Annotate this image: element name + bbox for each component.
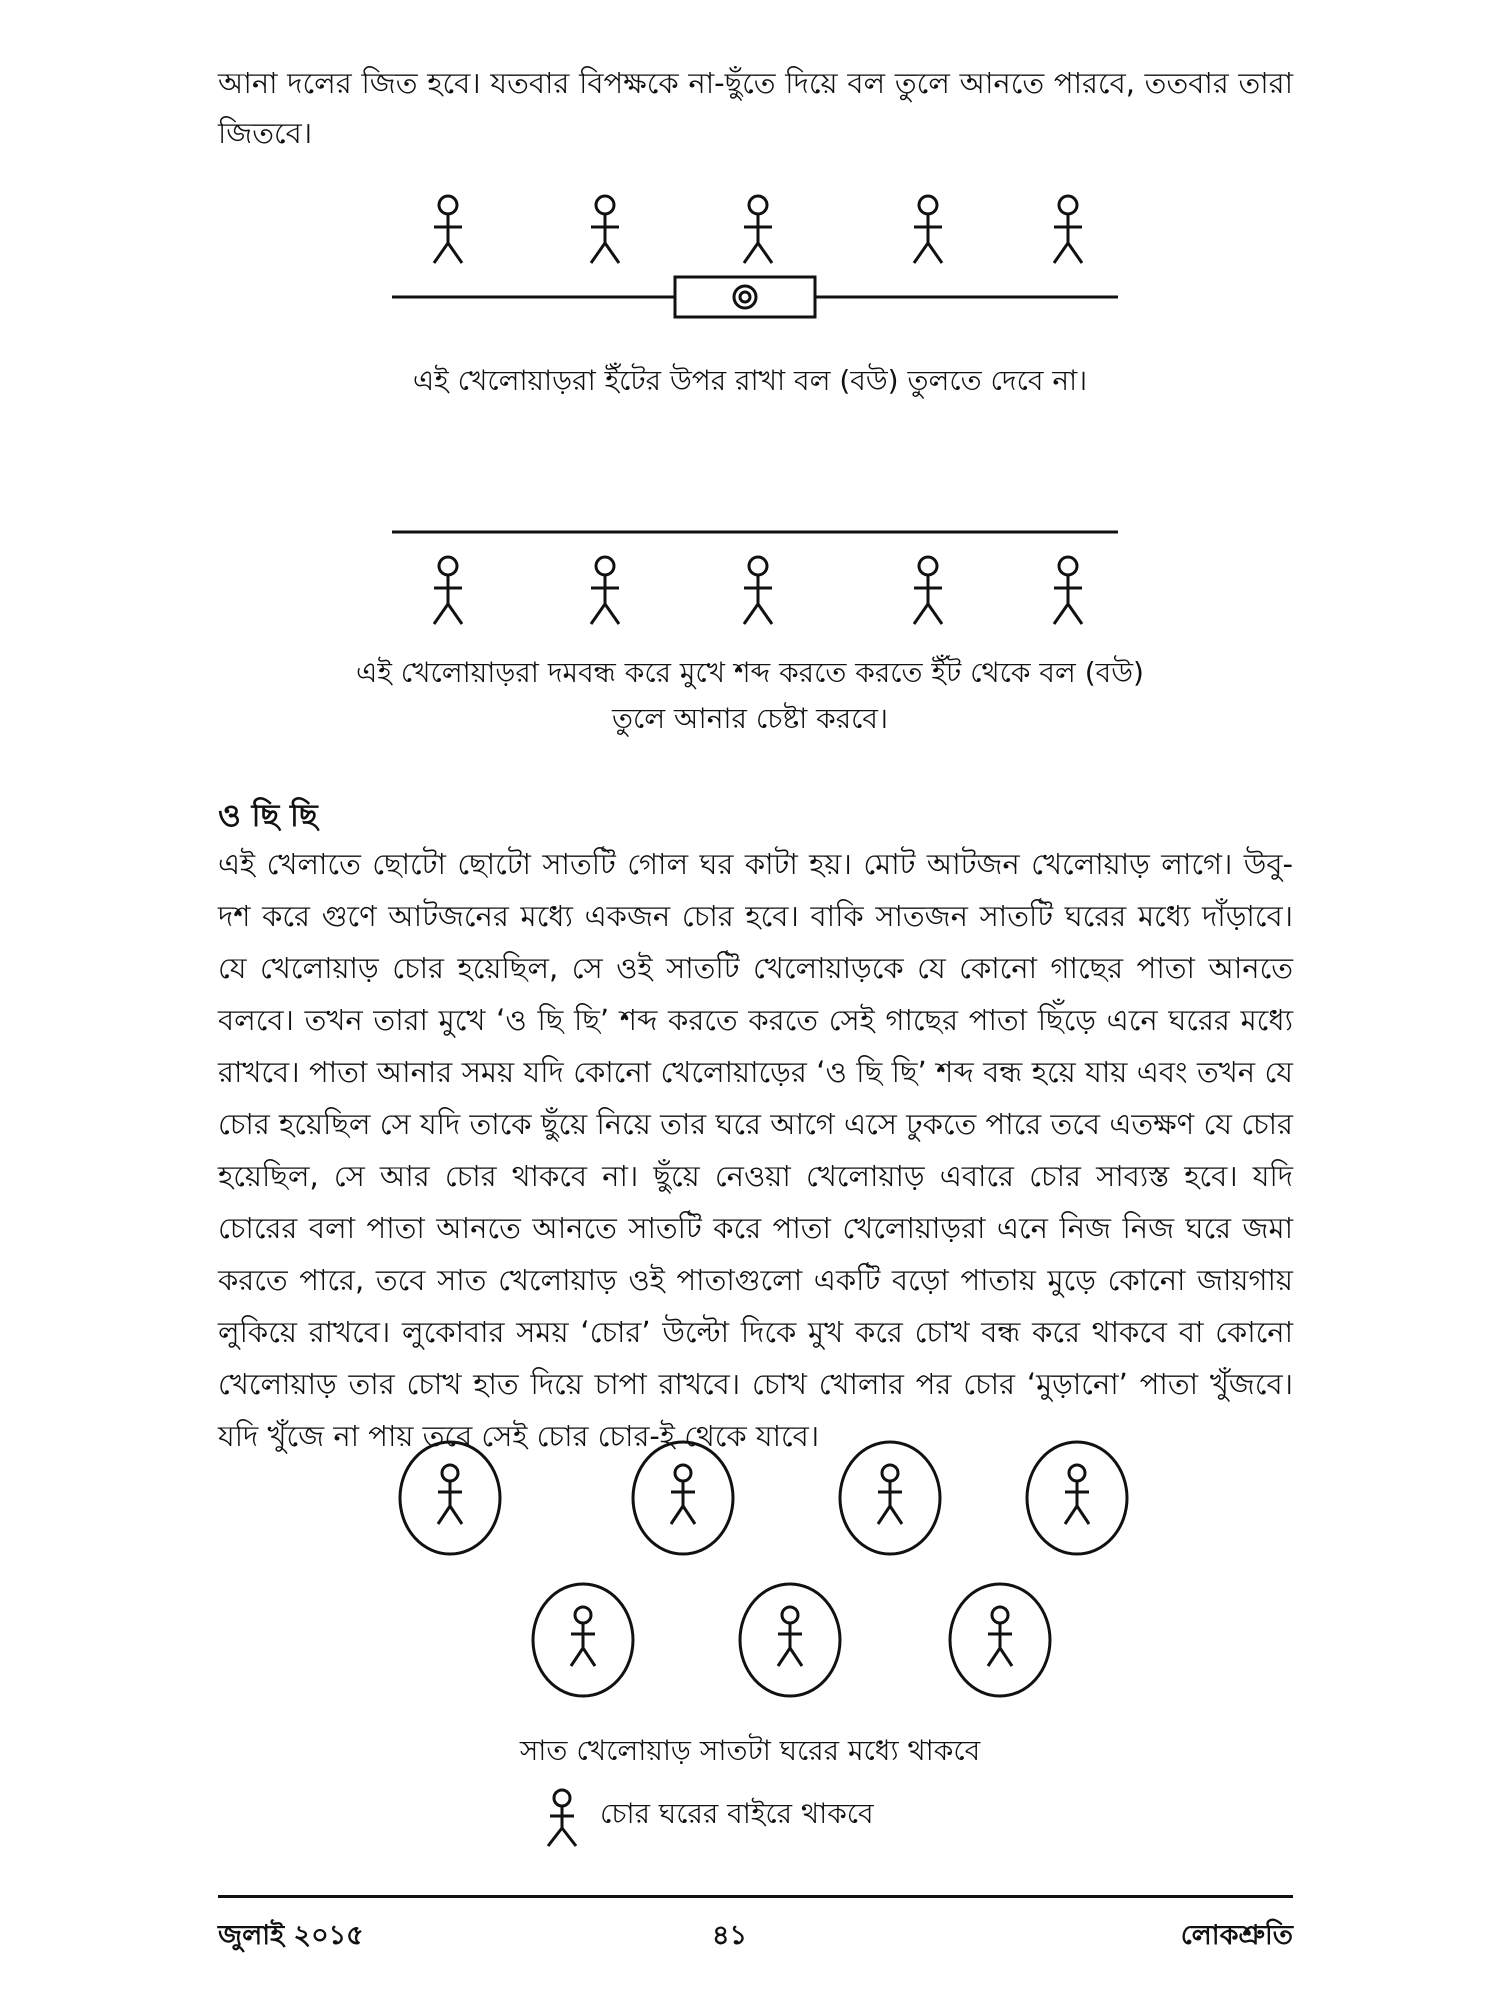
footer-date: জুলাই ২০১৫ (218, 1920, 364, 1951)
stick-figure-icon (778, 1607, 802, 1666)
caption-attackers-line2: তুলে আনার চেষ্টা করবে। (612, 702, 888, 735)
figure-defenders (0, 185, 1500, 325)
section-body: এই খেলাতে ছোটো ছোটো সাতটি গোল ঘর কাটা হয়। মোট আটজন খেলোয়াড় লাগে। উবু-দশ করে গুণে আটজনের মধ্যে একজন চোর হবে। বাকি সাতজন সাতটি ঘরের মধ্যে দাঁড়াবে। যে খেলোয়াড় চোর হয়েছিল, সে ওই সাতটি খেলোয়াড়কে যে কোনো গাছের পাতা আনতে বলবে। তখন তারা মুখে ‘ও ছি ছি’ শব্দ করতে করতে সেই গাছের পাতা ছিঁড়ে এনে ঘরের মধ্যে রাখবে। পাতা আনার সময় যদি কোনো খেলোয়াড়ের ‘ও ছি ছি’ শব্দ বন্ধ হয়ে যায় এবং তখন যে চোর হয়েছিল সে যদি তাকে ছুঁয়ে নিয়ে তার ঘরে আগে এসে ঢুকতে পারে তবে এতক্ষণ যে চোর হয়েছিল, সে আর চোর থাকবে না। ছুঁয়ে নেওয়া খেলোয়াড় এবারে চোর সাব্যস্ত হবে। যদি চোরের বলা পাতা আনতে আনতে সাতটি করে পাতা খেলোয়াড়রা এনে নিজ নিজ ঘরে জমা করতে পারে, তবে সাত খেলোয়াড় ওই পাতাগুলো একটি বড়ো পাতায় মুড়ে কোনো জায়গায় লুকিয়ে রাখবে। লুকোবার সময় ‘চোর’ উল্টো দিকে মুখ করে চোখ বন্ধ করে থাকবে বা কোনো খেলোয়াড় তার চোখ হাত দিয়ে চাপা রাখবে। চোখ খোলার পর চোর ‘মুড়ানো’ পাতা খুঁজবে। যদি খুঁজে না পায় তবে সেই চোর চোর-ই থেকে যাবে। (218, 847, 1293, 1453)
stick-figure-icon (744, 196, 772, 263)
legend-thief (540, 1788, 960, 1844)
caption-thief: চোর ঘরের বাইরে থাকবে (600, 1797, 874, 1830)
stick-figure-icon (671, 1465, 695, 1524)
figure-attackers (0, 520, 1500, 650)
stick-figure-icon (1054, 196, 1082, 263)
section-heading: ও ছি ছি (218, 798, 318, 834)
house-circle (1027, 1442, 1127, 1554)
caption-attackers-line1: এই খেলোয়াড়রা দমবন্ধ করে মুখে শব্দ করতে করতে ইঁট থেকে বল (বউ) (356, 656, 1144, 689)
stick-figure-icon (914, 196, 942, 263)
ball-icon (734, 286, 756, 308)
stick-figure-icon (434, 196, 462, 263)
stick-figure-icon (434, 557, 462, 624)
figure-seven-houses (0, 1440, 1500, 1700)
stick-figure-icon (571, 1607, 595, 1666)
stick-figure-icon (1065, 1465, 1089, 1524)
stick-figure-icon (914, 557, 942, 624)
house-circle (400, 1442, 500, 1554)
house-circle (740, 1584, 840, 1696)
brick-icon (675, 277, 815, 317)
stick-figure-icon (438, 1465, 462, 1524)
stick-figure-icon (878, 1465, 902, 1524)
house-circle (633, 1442, 733, 1554)
stick-figure-icon (988, 1607, 1012, 1666)
house-circle (533, 1584, 633, 1696)
stick-figure-icon (591, 557, 619, 624)
top-paragraph: আনা দলের জিত হবে। যতবার বিপক্ষকে না-ছুঁতে দিয়ে বল তুলে আনতে পারবে, ততবার তারা জিতবে। (218, 66, 1293, 150)
stick-figure-icon (591, 196, 619, 263)
stick-figure-icon (744, 557, 772, 624)
page-number: ৪১ (712, 1920, 748, 1951)
footer-publication: লোকশ্রুতি (1180, 1920, 1293, 1951)
thief-stick-figure-icon (540, 1788, 590, 1848)
house-circle (840, 1442, 940, 1554)
caption-seven-houses: সাত খেলোয়াড় সাতটা ঘরের মধ্যে থাকবে (519, 1734, 981, 1767)
stick-figure-icon (1054, 557, 1082, 624)
ball-icon-inner (740, 292, 750, 302)
caption-defenders: এই খেলোয়াড়রা ইঁটের উপর রাখা বল (বউ) তুলতে দেবে না। (412, 364, 1088, 397)
house-circle (950, 1584, 1050, 1696)
footer-divider (218, 1895, 1293, 1898)
